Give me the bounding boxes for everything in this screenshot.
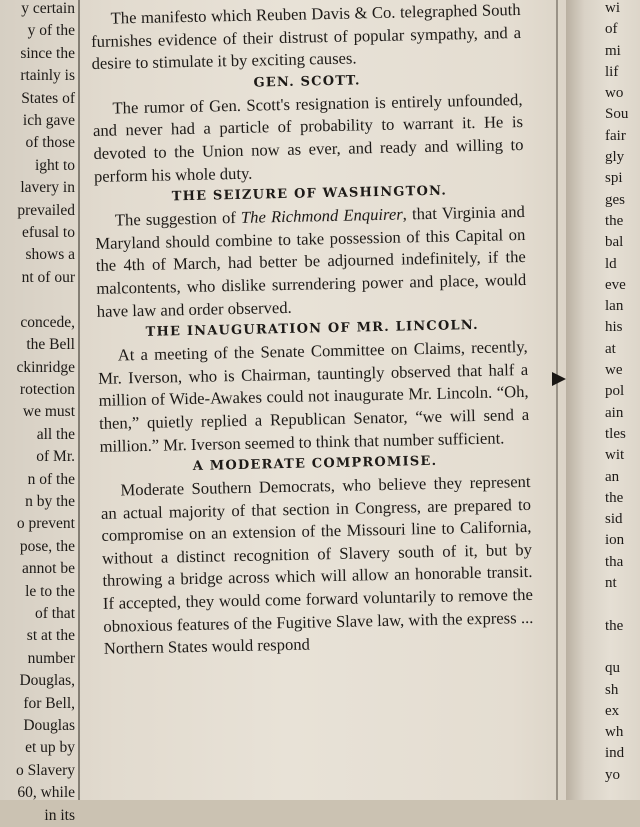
left-column-line: of that [34,604,75,622]
body-text: The suggestion of [114,208,242,230]
right-column-line: tles [605,425,626,442]
left-column-line: n by the [25,492,75,510]
left-column-line: o Slavery [16,761,75,779]
left-column-line: number [27,649,75,667]
right-column-line: yo [605,766,620,783]
left-column-line: concede, [20,313,75,331]
left-column-line: n of the [27,470,75,488]
left-column-line [0,289,78,311]
right-column-line: ain [605,404,624,421]
right-column-line: bal [605,234,624,251]
left-column-line: ich gave [22,112,75,130]
right-column-line [605,594,640,615]
right-column-line: nt [605,575,617,592]
left-column-line: nt of our [21,268,75,286]
main-column [90,0,534,661]
right-column-line: of [605,21,618,38]
column-rule-left [78,0,80,800]
article-body-compromise: Moderate Southern Democrats, who believe they represent an actual majority of that section in Congress, are prepared to compromise on an extension of the Missouri line to California, without a distinct recognition of Slavery south of it, but by throwing a bridge across which will allow an honorable transit. If accepted, they would come forward voluntarily to remove the obnoxious features of the Fugitive Slave law, with the express ... Northern States would respond [100,471,534,659]
left-column-line: all the [36,425,75,443]
right-column-line: the [605,212,624,229]
right-column-line: at [605,340,616,357]
left-column-line: lavery in [20,179,75,197]
newspaper-name: The Richmond Enquirer [240,204,403,228]
page-edge-notch [552,372,566,386]
right-column-line: ind [605,745,625,762]
left-column-line: the Bell [26,336,75,354]
right-column-line: sh [605,681,619,698]
right-column-line: we [605,362,623,379]
right-column-line: wh [605,724,624,741]
article-body-gen-scott: The rumor of Gen. Scott's resignation is entirely unfounded, and never had a particle of probability to warrant it. He is devoted to the Union now as ever, and ready and willing to perform his whole duty. [92,89,524,186]
left-column-line: o prevent [16,515,75,533]
left-column-line: pose, the [19,537,75,555]
right-column-line: pol [605,383,625,400]
right-column-fragment [605,0,640,786]
article-body-inauguration: At a meeting of the Senate Committee on Claims, recently, Mr. Iverson, who is Chairman, tauntingly observed that half a million of Wide-Awakes could not inaugurate Mr. Lincoln. “Oh, then,” quietly replied a Republican Senator, “we will send a million.” Mr. Iverson seemed to think that number sufficient. [98,337,530,456]
article-body-seizure [95,201,527,323]
column-rule-right [556,0,558,800]
article-body-manifesto: The manifesto which Reuben Davis & Co. telegraphed South furnishes evidence of their distrust of popular sympathy, and a desire to stimulate it by exciting causes. [90,0,522,74]
left-column-line: le to the [25,582,75,600]
left-column-line: States of [21,89,75,107]
article-heading-seizure: THE SEIZURE OF WASHINGTON. [171,183,448,205]
right-column-line: Sou [605,106,629,123]
right-column-line: eve [605,276,626,293]
left-column-line: since the [20,44,75,62]
left-column-line: annot be [22,560,75,578]
left-column-line: ckinridge [16,358,75,376]
article-heading-gen-scott: GEN. SCOTT. [253,73,361,91]
right-column-line: tha [605,553,624,570]
left-column-line: st at the [26,627,75,645]
right-column-line: lif [605,63,619,80]
right-column-line: ex [605,702,620,719]
right-column-line: wo [605,85,624,102]
left-column-line: we must [22,403,75,421]
right-column-line: wit [605,447,625,464]
left-column-line: rtainly is [20,67,75,85]
right-column-line: spi [605,170,623,187]
right-column-line: ion [605,532,625,549]
right-column-line: the [605,617,624,634]
right-column-line: the [605,489,624,506]
left-column-line: 60, while [17,784,75,802]
right-column-line: fair [605,127,626,144]
article-heading-inauguration: THE INAUGURATION OF MR. LINCOLN. [145,318,479,341]
left-column-line: ight to [34,156,75,174]
right-column-line: sid [605,511,623,528]
left-column-line: y of the [27,22,75,40]
right-column-line: ld [605,255,617,272]
left-column-fragment [0,0,78,827]
right-column-line: mi [605,42,621,59]
right-column-line: his [605,319,623,336]
right-column-line: ges [605,191,625,208]
left-column-line: in its [44,806,75,824]
article-heading-compromise: A MODERATE COMPROMISE. [192,453,438,475]
right-column-line: lan [605,298,624,315]
right-column-line [605,637,640,658]
left-column-line: Douglas, [19,672,75,690]
left-column-line: of Mr. [36,448,75,466]
left-column-line: y certain [21,0,75,17]
left-column-line: rotection [19,380,75,398]
right-column-line: an [605,468,620,485]
right-column-line: qu [605,660,620,677]
right-column-line: gly [605,149,625,166]
body-text: , that Virginia and Maryland should combine to take possession of this Capital on the 4th of March, had better be adjourned indefinitely, if the malcontents, who dislike surrendering power and place, would have law and order observed. [95,202,527,321]
left-column-line: for Bell, [23,694,75,712]
left-column-line: efusal to [22,224,75,242]
right-column-line: wi [605,0,620,16]
left-column-line: prevailed [17,201,75,219]
left-column-line: shows a [25,246,75,264]
left-column-line: et up by [25,739,75,757]
left-column-line: Douglas [23,717,75,734]
left-column-line: of those [25,134,75,152]
